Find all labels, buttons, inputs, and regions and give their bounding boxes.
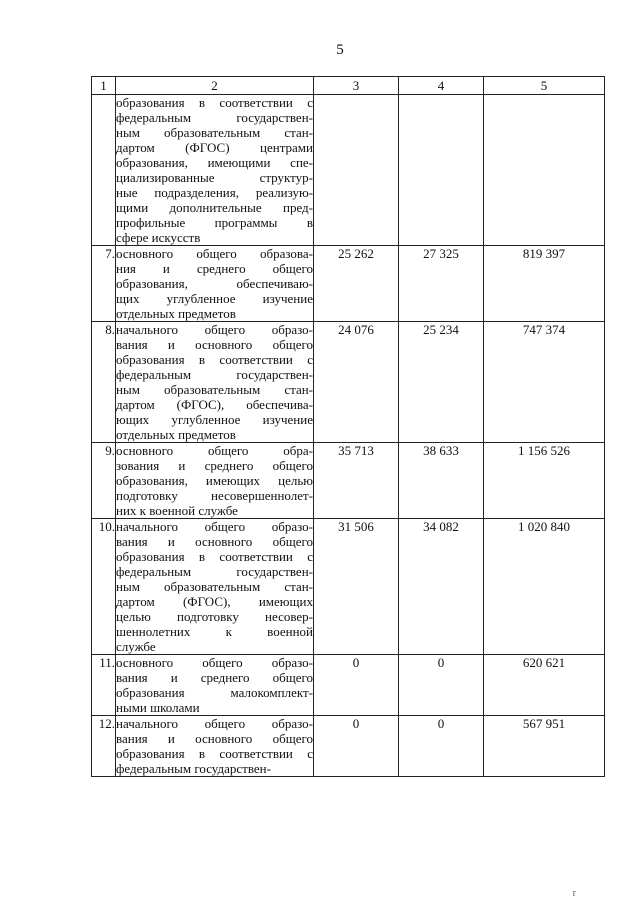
- row-value-c5: 819 397: [484, 246, 605, 322]
- header-col-4: 4: [399, 77, 484, 95]
- description-line: подготовку несовершеннолет-: [116, 488, 313, 503]
- description-line: образования, имеющими спе-: [116, 155, 313, 170]
- description-line: начального общего образо-: [116, 519, 313, 534]
- description-line: отдельных предметов: [116, 306, 236, 321]
- row-value-c3: 31 506: [314, 519, 399, 655]
- row-description: [116, 322, 314, 443]
- row-number: 9.: [92, 443, 116, 519]
- row-value-c5: 747 374: [484, 322, 605, 443]
- table-header-row: [92, 77, 605, 95]
- row-value-c5: 1 020 840: [484, 519, 605, 655]
- description-line: ные подразделения, реализую-: [116, 185, 313, 200]
- description-line: дартом (ФГОС) центрами: [116, 140, 313, 155]
- row-value-c4: 34 082: [399, 519, 484, 655]
- row-value-c4: 0: [399, 716, 484, 777]
- description-line: образования в соответствии с: [116, 549, 313, 564]
- row-value-c4: 25 234: [399, 322, 484, 443]
- row-value-c4: 38 633: [399, 443, 484, 519]
- header-col-2: 2: [116, 77, 314, 95]
- header-col-3: 3: [314, 77, 399, 95]
- row-description: [116, 246, 314, 322]
- row-value-c3: 0: [314, 655, 399, 716]
- description-line: службе: [116, 639, 156, 654]
- row-value-c5: 1 156 526: [484, 443, 605, 519]
- description-line: федеральным государствен-: [116, 367, 313, 382]
- description-line: вания и основного общего: [116, 534, 313, 549]
- description-line: профильные программы в: [116, 215, 313, 230]
- table-body: [92, 95, 605, 777]
- row-value-c5: [484, 95, 605, 246]
- row-value-c3: 35 713: [314, 443, 399, 519]
- description-line: ными школами: [116, 700, 200, 715]
- row-value-c3: 0: [314, 716, 399, 777]
- description-line: вания и среднего общего: [116, 670, 313, 685]
- row-description: [116, 655, 314, 716]
- row-value-c4: [399, 95, 484, 246]
- header-col-5: 5: [484, 77, 605, 95]
- row-description: [116, 519, 314, 655]
- row-value-c4: 27 325: [399, 246, 484, 322]
- table-row: [92, 246, 605, 322]
- description-line: них к военной службе: [116, 503, 238, 518]
- row-description: [116, 716, 314, 777]
- description-line: ющих углубленное изучение: [116, 412, 313, 427]
- description-line: щих углубленное изучение: [116, 291, 313, 306]
- description-line: ния и среднего общего: [116, 261, 313, 276]
- description-line: начального общего образо-: [116, 322, 313, 337]
- table-row: [92, 95, 605, 246]
- description-line: основного общего образо-: [116, 655, 313, 670]
- tariff-table: [91, 76, 605, 777]
- description-line: шеннолетних к военной: [116, 624, 313, 639]
- description-line: отдельных предметов: [116, 427, 236, 442]
- description-line: образования малокомплект-: [116, 685, 313, 700]
- description-line: образования в соответствии с: [116, 746, 313, 761]
- row-number: 12.: [92, 716, 116, 777]
- row-number: [92, 95, 116, 246]
- row-value-c4: 0: [399, 655, 484, 716]
- description-line: ным образовательным стан-: [116, 579, 313, 594]
- row-description: [116, 443, 314, 519]
- row-number: 11.: [92, 655, 116, 716]
- row-description: [116, 95, 314, 246]
- description-line: вания и основного общего: [116, 337, 313, 352]
- description-line: федеральным государствен-: [116, 761, 271, 776]
- description-line: сфере искусств: [116, 230, 201, 245]
- description-line: дартом (ФГОС), обеспечива-: [116, 397, 313, 412]
- description-line: образования, имеющих целью: [116, 473, 313, 488]
- description-line: щими дополнительные пред-: [116, 200, 313, 215]
- header-col-1: 1: [92, 77, 116, 95]
- description-line: образования, обеспечиваю-: [116, 276, 313, 291]
- page-number: 5: [336, 42, 344, 58]
- row-number: 8.: [92, 322, 116, 443]
- row-value-c5: 620 621: [484, 655, 605, 716]
- description-line: зования и среднего общего: [116, 458, 313, 473]
- description-line: вания и основного общего: [116, 731, 313, 746]
- description-line: образования в соответствии с: [116, 352, 313, 367]
- description-line: федеральным государствен-: [116, 110, 313, 125]
- row-number: 7.: [92, 246, 116, 322]
- table-row: [92, 655, 605, 716]
- row-value-c3: 25 262: [314, 246, 399, 322]
- description-line: основного общего образова-: [116, 246, 313, 261]
- description-line: целью подготовку несовер-: [116, 609, 313, 624]
- row-value-c3: [314, 95, 399, 246]
- table-row: [92, 716, 605, 777]
- table-row: [92, 322, 605, 443]
- description-line: начального общего образо-: [116, 716, 313, 731]
- description-line: ным образовательным стан-: [116, 382, 313, 397]
- row-value-c3: 24 076: [314, 322, 399, 443]
- description-line: федеральным государствен-: [116, 564, 313, 579]
- description-line: дартом (ФГОС), имеющих: [116, 594, 313, 609]
- table-row: [92, 519, 605, 655]
- footer-mark: r: [572, 888, 576, 899]
- description-line: образования в соответствии с: [116, 95, 313, 110]
- description-line: основного общего обра-: [116, 443, 313, 458]
- row-value-c5: 567 951: [484, 716, 605, 777]
- description-line: ным образовательным стан-: [116, 125, 313, 140]
- table-row: [92, 443, 605, 519]
- row-number: 10.: [92, 519, 116, 655]
- description-line: циализированные структур-: [116, 170, 313, 185]
